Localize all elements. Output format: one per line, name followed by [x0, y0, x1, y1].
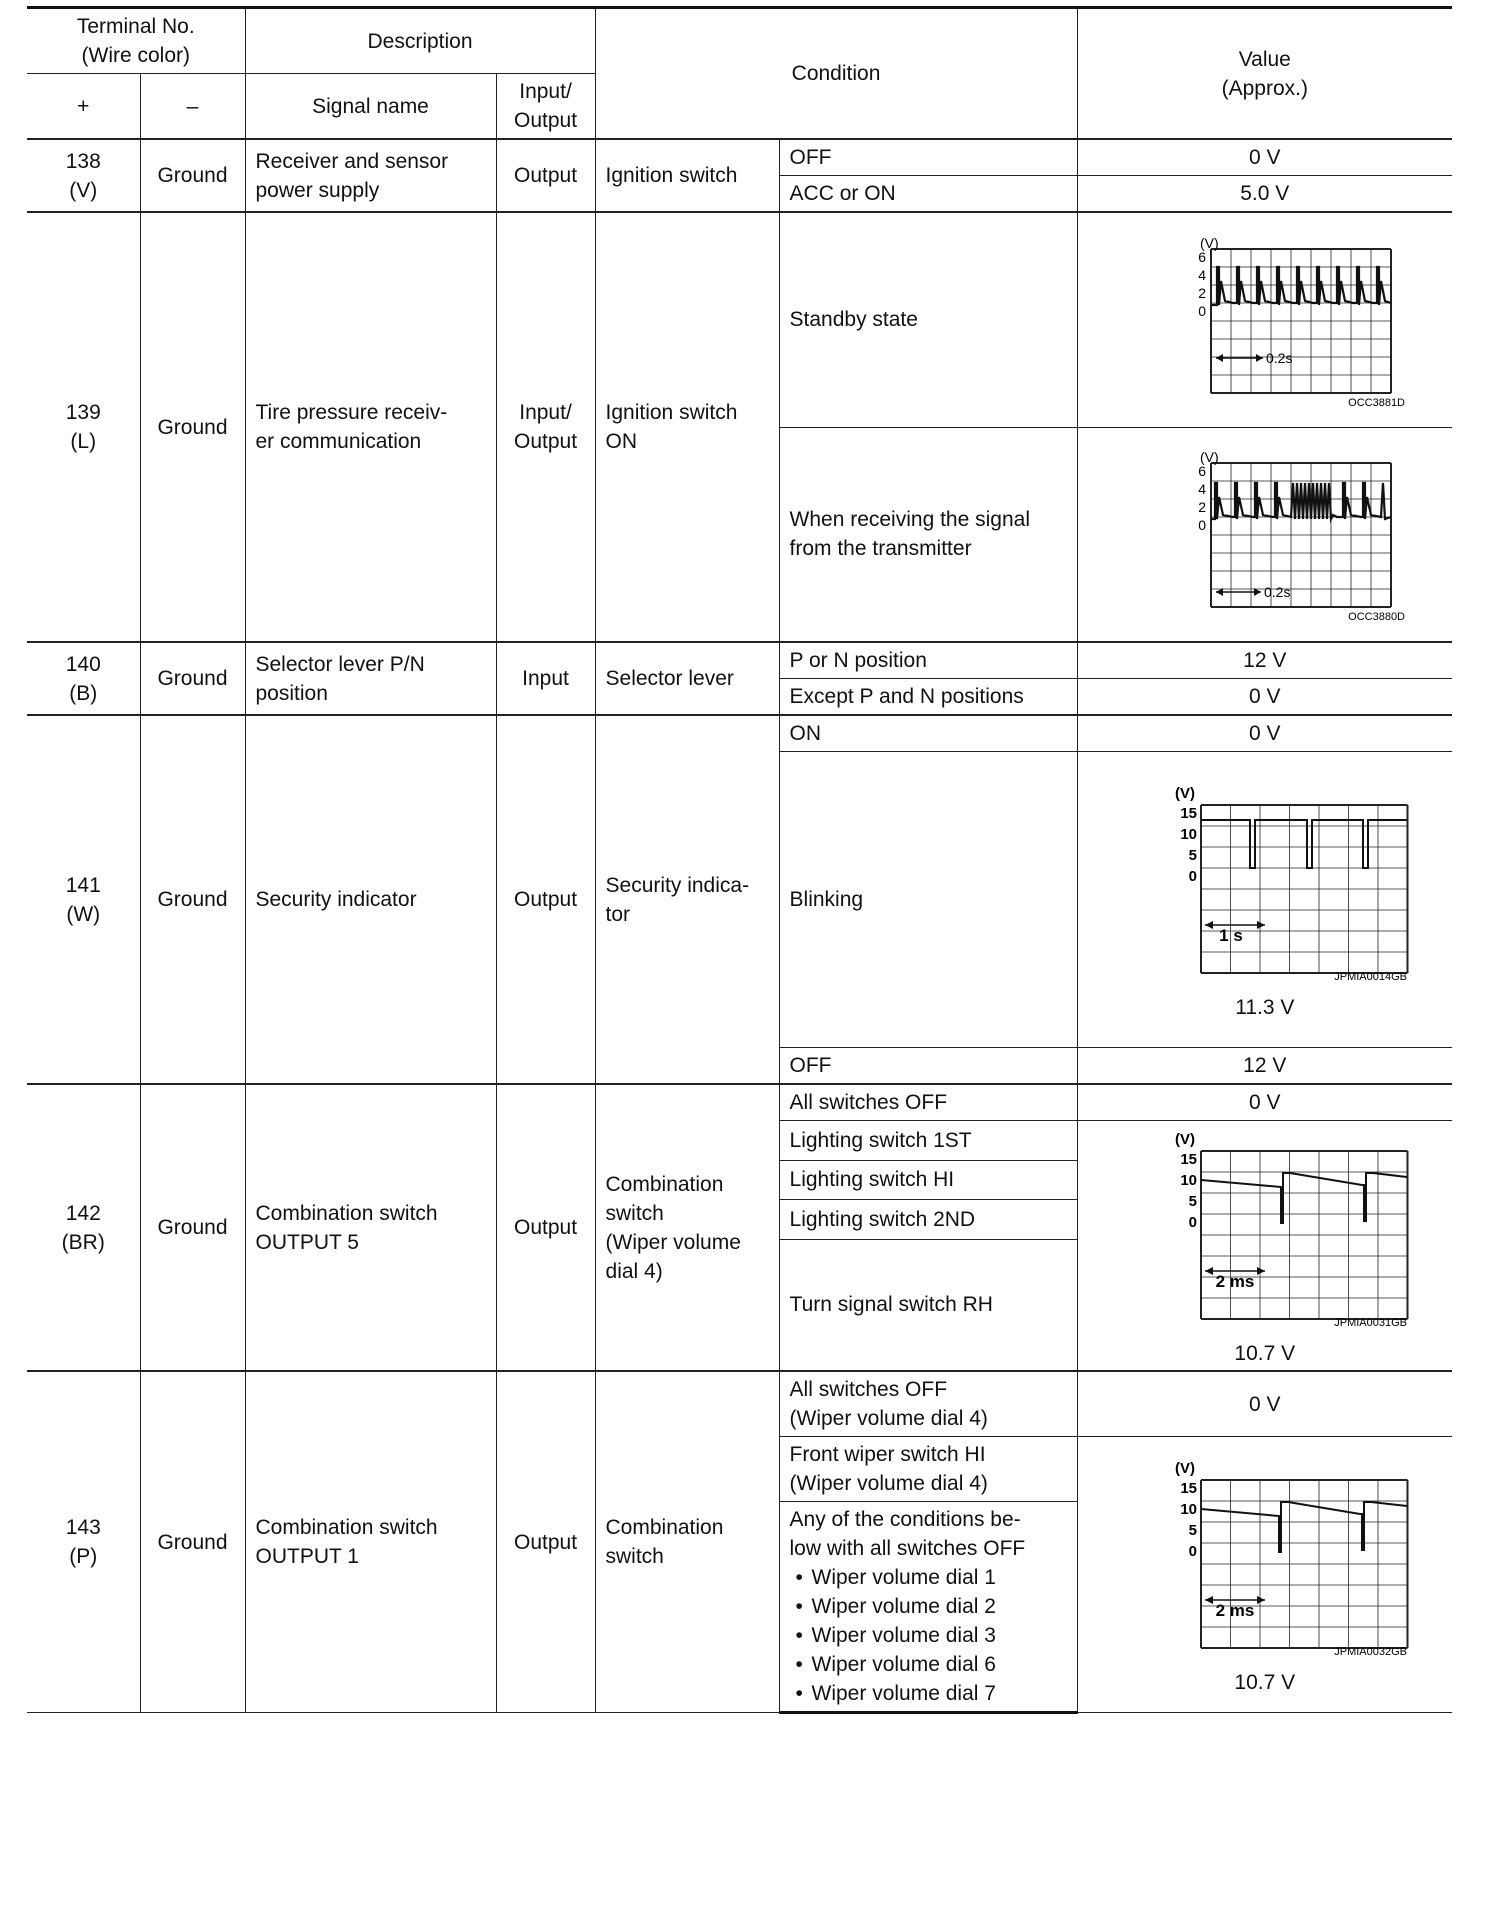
value-141-off: 12 V [1077, 1048, 1452, 1085]
list-item: • Wiper volume dial 3 [790, 1621, 1067, 1650]
tick-3-2: 5 [1188, 847, 1197, 864]
waveform-receiving [1115, 447, 1415, 627]
figure-code-4: JPMIA0031GB [1334, 1317, 1407, 1329]
value-142-switches-text: 10.7 V [1234, 1342, 1296, 1365]
subcondition-143-any: Any of the conditions be- low with all switches OFF • Wiper volume dial 1 • Wiper volume dial 2 • Wiper volume dial 3 • Wiper volume dial 6 • Wiper volume dial 7 [779, 1502, 1077, 1713]
waveform-blinking [1115, 783, 1415, 993]
value-140-except: 0 V [1077, 679, 1452, 716]
value-141-on: 0 V [1077, 715, 1452, 752]
header-value: Value (Approx.) [1077, 8, 1452, 140]
grid-3 [1201, 805, 1408, 973]
terminal-141: 141 (W) [27, 715, 140, 1084]
terminal-142: 142 (BR) [27, 1084, 140, 1371]
signal-140: Selector lever P/N position [245, 642, 496, 715]
tick-5-1: 10 [1180, 1501, 1197, 1518]
arrow-left-5 [1205, 1596, 1213, 1604]
tick-3-1: 10 [1180, 826, 1197, 843]
tick-1-2: 2 [1197, 284, 1206, 301]
terminal-138: 138 (V) [27, 139, 140, 212]
subcondition-141-blinking: Blinking [779, 752, 1077, 1048]
tick-4-0: 15 [1180, 1151, 1197, 1168]
arrow-right-5 [1257, 1596, 1265, 1604]
subcondition-142-1st: Lighting switch 1ST [779, 1121, 1077, 1161]
header-plus: + [27, 74, 140, 140]
io-141: Output [496, 715, 595, 1084]
signal-trace-3 [1201, 820, 1407, 868]
ground-140: Ground [140, 642, 245, 715]
value-142-all-off: 0 V [1077, 1084, 1452, 1121]
tick-2-0: 6 [1197, 463, 1206, 480]
value-141-blinking [1077, 752, 1452, 1048]
condition-138: Ignition switch [595, 139, 779, 212]
signal-trace-4 [1201, 1173, 1407, 1223]
arrow-right-3 [1257, 921, 1265, 929]
io-139: Input/ Output [496, 212, 595, 642]
tick-5-0: 15 [1180, 1480, 1197, 1497]
subcondition-140-pn: P or N position [779, 642, 1077, 679]
condition-141: Security indica- tor [595, 715, 779, 1084]
signal-trace-2 [1211, 483, 1391, 519]
tick-1-0: 6 [1197, 248, 1206, 265]
tick-4-3: 0 [1188, 1214, 1197, 1231]
subcondition-138-acc: ACC or ON [779, 176, 1077, 213]
condition-139: Ignition switch ON [595, 212, 779, 642]
value-143-all-off: 0 V [1077, 1371, 1452, 1437]
tick-2-3: 0 [1197, 517, 1206, 534]
figure-code-3: JPMIA0014GB [1334, 971, 1407, 983]
header-condition: Condition [595, 8, 1077, 140]
figure-code-1: OCC3881D [1347, 396, 1405, 409]
ground-143: Ground [140, 1371, 245, 1713]
tick-4-1: 10 [1180, 1172, 1197, 1189]
tick-4-2: 5 [1188, 1193, 1197, 1210]
time-label-3: 1 s [1218, 926, 1243, 945]
arrow-right-1 [1256, 354, 1263, 362]
value-143-switches [1077, 1437, 1452, 1713]
terminal-139: 139 (L) [27, 212, 140, 642]
value-143-switches-text: 10.7 V [1234, 1671, 1296, 1694]
tick-3-3: 0 [1188, 868, 1197, 885]
header-terminal: Terminal No. (Wire color) [27, 8, 245, 74]
arrow-left-1 [1216, 354, 1223, 362]
subcondition-142-2nd: Lighting switch 2ND [779, 1200, 1077, 1240]
ground-139: Ground [140, 212, 245, 642]
time-label-2: 0.2s [1263, 584, 1291, 601]
axis-unit-3: (V) [1174, 785, 1195, 802]
signal-trace-5 [1201, 1502, 1407, 1552]
value-139-standby [1077, 212, 1452, 427]
tick-5-2: 5 [1188, 1522, 1197, 1539]
axis-unit-4: (V) [1174, 1131, 1195, 1148]
list-item: • Wiper volume dial 7 [790, 1679, 1067, 1708]
waveform-output5 [1115, 1129, 1415, 1339]
time-label-1: 0.2s [1265, 349, 1293, 366]
condition-140: Selector lever [595, 642, 779, 715]
arrow-left-3 [1205, 921, 1213, 929]
ground-138: Ground [140, 139, 245, 212]
header-description: Description [245, 8, 595, 74]
figure-code-2: OCC3880D [1347, 611, 1405, 624]
terminal-table [27, 6, 1452, 1714]
time-label-4: 2 ms [1215, 1272, 1255, 1291]
value-140-pn: 12 V [1077, 642, 1452, 679]
ground-142: Ground [140, 1084, 245, 1371]
value-141-blinking-text: 11.3 V [1235, 996, 1295, 1019]
arrow-left-4 [1205, 1267, 1213, 1275]
subcondition-141-on: ON [779, 715, 1077, 752]
signal-142: Combination switch OUTPUT 5 [245, 1084, 496, 1371]
header-input-output: Input/ Output [496, 74, 595, 140]
waveform-standby [1115, 233, 1415, 413]
subcondition-142-all-off: All switches OFF [779, 1084, 1077, 1121]
ground-141: Ground [140, 715, 245, 1084]
value-139-receiving [1077, 427, 1452, 642]
value-138-acc: 5.0 V [1077, 176, 1452, 213]
time-label-5: 2 ms [1215, 1601, 1255, 1620]
value-138-off: 0 V [1077, 139, 1452, 176]
arrow-right-4 [1257, 1267, 1265, 1275]
io-140: Input [496, 642, 595, 715]
signal-trace-1 [1211, 267, 1391, 305]
terminal-140: 140 (B) [27, 642, 140, 715]
figure-code-5: JPMIA0032GB [1334, 1646, 1407, 1658]
axis-unit-5: (V) [1174, 1460, 1195, 1477]
subcondition-143-front-hi: Front wiper switch HI (Wiper volume dial 4) [779, 1437, 1077, 1502]
subcondition-138-off: OFF [779, 139, 1077, 176]
axis-unit-2: (V) [1199, 449, 1219, 466]
signal-138: Receiver and sensor power supply [245, 139, 496, 212]
io-142: Output [496, 1084, 595, 1371]
signal-141: Security indicator [245, 715, 496, 1084]
tick-2-1: 4 [1197, 481, 1206, 498]
subcondition-142-hi: Lighting switch HI [779, 1160, 1077, 1200]
header-minus: – [140, 74, 245, 140]
list-item: • Wiper volume dial 2 [790, 1592, 1067, 1621]
subcondition-139-receiving: When receiving the signal from the transmitter [779, 427, 1077, 642]
signal-139: Tire pressure receiv- er communication [245, 212, 496, 642]
axis-unit-1: (V) [1199, 234, 1219, 251]
subcondition-139-standby: Standby state [779, 212, 1077, 427]
tick-1-3: 0 [1197, 302, 1206, 319]
tick-5-3: 0 [1188, 1543, 1197, 1560]
list-item: • Wiper volume dial 1 [790, 1563, 1067, 1592]
condition-142: Combination switch (Wiper volume dial 4) [595, 1084, 779, 1371]
tick-2-2: 2 [1197, 499, 1206, 516]
value-142-switches [1077, 1121, 1452, 1372]
tick-3-0: 15 [1180, 805, 1197, 822]
subcondition-140-except: Except P and N positions [779, 679, 1077, 716]
io-143: Output [496, 1371, 595, 1713]
waveform-output1 [1115, 1458, 1415, 1668]
list-item: • Wiper volume dial 6 [790, 1650, 1067, 1679]
signal-143: Combination switch OUTPUT 1 [245, 1371, 496, 1713]
subcondition-141-off: OFF [779, 1048, 1077, 1085]
wiper-dial-list [790, 1563, 1067, 1708]
subcondition-143-all-off: All switches OFF (Wiper volume dial 4) [779, 1371, 1077, 1437]
terminal-143: 143 (P) [27, 1371, 140, 1713]
header-signal-name: Signal name [245, 74, 496, 140]
tick-1-1: 4 [1197, 266, 1206, 283]
subcondition-142-turn-rh: Turn signal switch RH [779, 1239, 1077, 1371]
condition-143: Combination switch [595, 1371, 779, 1713]
io-138: Output [496, 139, 595, 212]
